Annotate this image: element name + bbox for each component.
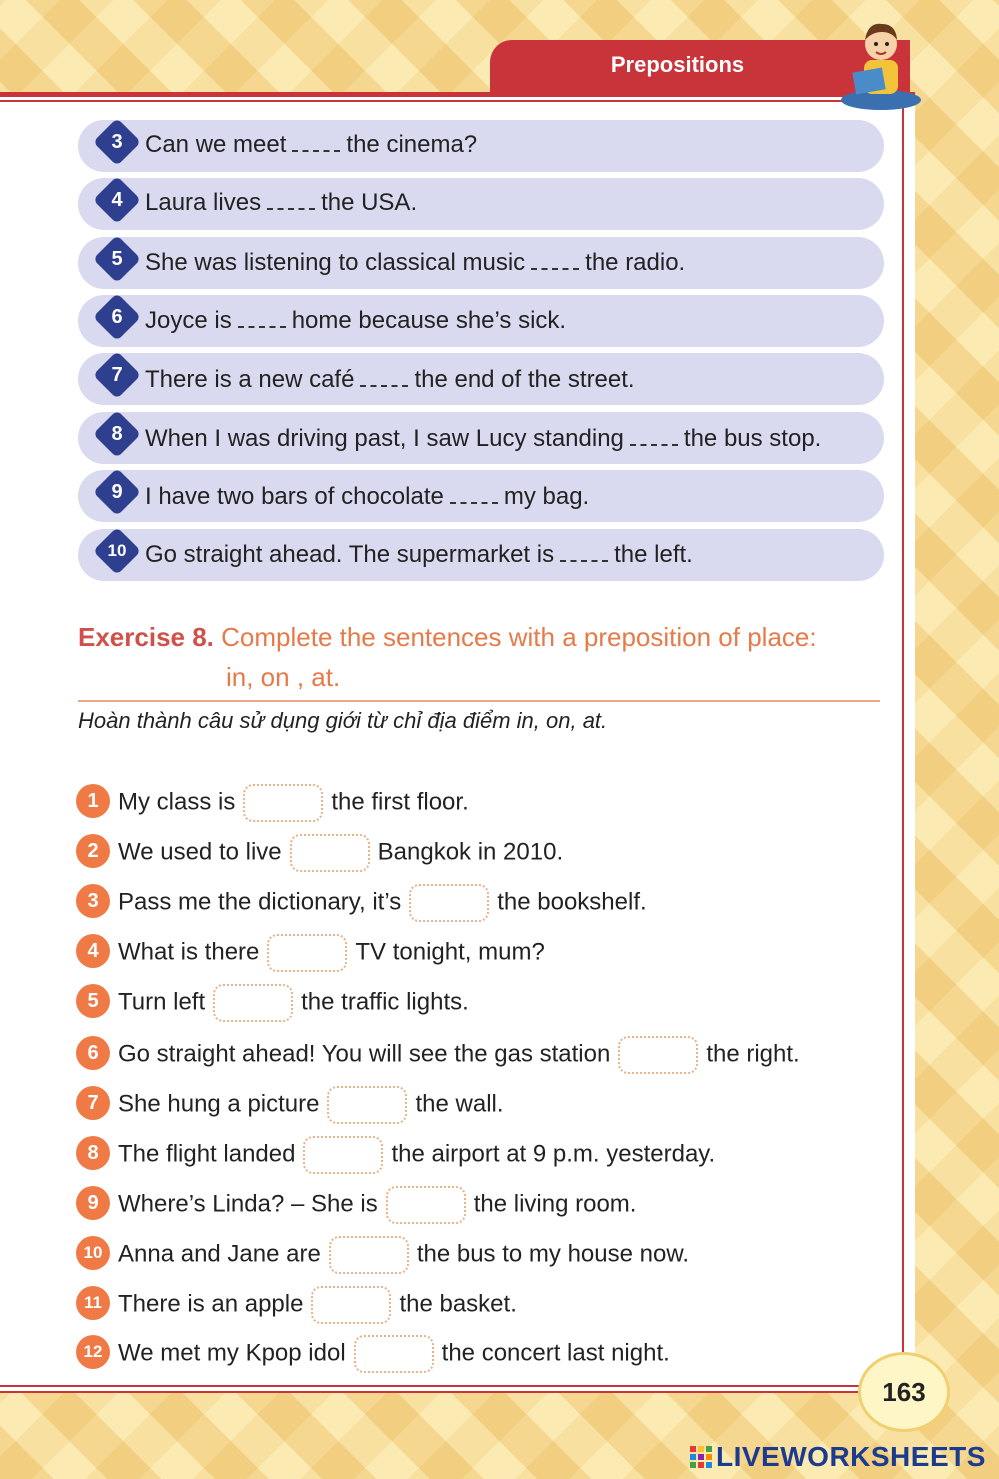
sentence <box>118 1335 670 1373</box>
sentence-start: The flight landed <box>118 1140 296 1168</box>
sentence-start: There is an apple <box>118 1290 304 1318</box>
sentence <box>118 1136 715 1174</box>
sentence-end: the radio. <box>585 249 686 276</box>
sentence-start: Go straight ahead. The supermarket is <box>145 541 555 568</box>
sentence-start: My class is <box>118 788 236 816</box>
sentence <box>118 1086 504 1124</box>
sentence-end: the USA. <box>321 189 418 216</box>
sentence-end: the basket. <box>399 1290 517 1318</box>
frame-bottom-border <box>0 1385 870 1387</box>
blank-line <box>292 136 340 152</box>
sentence-start: Laura lives <box>145 189 262 216</box>
exercise-label: Exercise 8. <box>78 622 214 652</box>
item-number-badge: 12 <box>76 1335 110 1369</box>
sentence-end: the first floor. <box>331 788 469 816</box>
item-number: 7 <box>111 364 123 386</box>
answer-box[interactable] <box>354 1335 434 1373</box>
item-number: 5 <box>111 248 123 270</box>
answer-box[interactable] <box>213 984 293 1022</box>
sentence <box>118 1186 636 1224</box>
answer-box[interactable] <box>290 834 370 872</box>
blank-line <box>560 546 608 562</box>
sentence-end: home because she’s sick. <box>291 307 567 334</box>
item-number-badge: 9 <box>76 1186 110 1220</box>
item-number-badge: 8 <box>76 1136 110 1170</box>
sentence-start: What is there <box>118 938 260 966</box>
blank-line <box>360 371 408 387</box>
sentence <box>118 784 469 822</box>
answer-box[interactable] <box>618 1036 698 1074</box>
exercise-instruction-cont: in, on , at. <box>226 662 341 692</box>
sentence-end: the living room. <box>473 1190 637 1218</box>
sentence <box>145 189 417 217</box>
sentence <box>145 131 477 159</box>
sentence-end: my bag. <box>503 483 590 510</box>
frame-top-border-inner <box>0 100 905 102</box>
sentence-start: I have two bars of chocolate <box>145 483 444 510</box>
sentence-end: the traffic lights. <box>301 988 469 1016</box>
sentence <box>145 366 635 394</box>
item-number: 3 <box>111 131 123 153</box>
answer-box[interactable] <box>267 934 347 972</box>
divider <box>78 700 880 702</box>
item-number-badge: 7 <box>76 1086 110 1120</box>
blank-line <box>531 254 579 270</box>
exercise-subtitle: Hoàn thành câu sử dụng giới từ chỉ địa điểm in, on, at. <box>78 708 608 733</box>
blank-line <box>630 430 678 446</box>
item-number-badge: 10 <box>76 1236 110 1270</box>
sentence <box>145 307 566 335</box>
sentence-end: the cinema? <box>346 131 478 158</box>
sentence-end: the concert last night. <box>441 1339 670 1367</box>
sentence-start: Can we meet <box>145 131 287 158</box>
sentence-start: Pass me the dictionary, it’s <box>118 888 402 916</box>
reading-boy-illustration <box>836 12 926 112</box>
sentence-start: We met my Kpop idol <box>118 1339 346 1367</box>
exercise-heading <box>78 622 817 653</box>
blank-line <box>238 312 286 328</box>
sentence-start: Go straight ahead! You will see the gas station <box>118 1040 611 1068</box>
blank-line <box>267 194 315 210</box>
page-number: 163 <box>882 1377 926 1407</box>
item-number-badge: 1 <box>76 784 110 818</box>
sentence-start: We used to live <box>118 838 282 866</box>
sentence <box>118 934 545 972</box>
answer-box[interactable] <box>329 1236 409 1274</box>
sentence-start: Anna and Jane are <box>118 1240 321 1268</box>
sentence <box>118 1286 517 1324</box>
item-number: 4 <box>111 189 123 211</box>
sentence-end: the left. <box>614 541 693 568</box>
logo-grid-icon <box>690 1446 712 1468</box>
item-number: 6 <box>111 306 123 328</box>
item-number-badge: 6 <box>76 1036 110 1070</box>
answer-box[interactable] <box>243 784 323 822</box>
sentence <box>145 541 693 569</box>
item-number: 10 <box>107 541 127 560</box>
sentence-start: When I was driving past, I saw Lucy standing <box>145 425 624 452</box>
answer-box[interactable] <box>311 1286 391 1324</box>
sentence-start: There is a new café <box>145 366 355 393</box>
sentence-start: Turn left <box>118 988 206 1016</box>
sentence <box>118 984 469 1022</box>
page-title: Prepositions <box>610 52 745 77</box>
item-number-badge: 3 <box>76 884 110 918</box>
answer-box[interactable] <box>409 884 489 922</box>
sentence <box>118 1236 689 1274</box>
blank-line <box>450 488 498 504</box>
item-number-badge: 4 <box>76 934 110 968</box>
sentence <box>145 483 589 511</box>
item-number-badge: 5 <box>76 984 110 1018</box>
item-number-badge: 11 <box>76 1286 110 1320</box>
item-number: 8 <box>111 423 123 445</box>
sentence <box>118 1036 800 1074</box>
sentence-end: the wall. <box>415 1090 504 1118</box>
sentence-start: Joyce is <box>145 307 232 334</box>
sentence-end: the airport at 9 p.m. yesterday. <box>391 1140 716 1168</box>
sentence-end: the end of the street. <box>414 366 635 393</box>
sentence <box>118 834 563 872</box>
frame-right-border <box>902 100 904 1390</box>
sentence-end: TV tonight, mum? <box>355 938 545 966</box>
answer-box[interactable] <box>327 1086 407 1124</box>
logo-text: LIVEWORKSHEETS <box>716 1441 986 1472</box>
frame-bottom-border-inner <box>0 1391 865 1393</box>
item-number: 9 <box>111 481 123 503</box>
liveworksheets-logo <box>690 1440 990 1474</box>
sentence-end: the right. <box>706 1040 800 1068</box>
sentence-end: the bus to my house now. <box>416 1240 689 1268</box>
sentence-end: the bookshelf. <box>497 888 647 916</box>
item-number-badge: 2 <box>76 834 110 868</box>
sentence-start: Where’s Linda? – She is <box>118 1190 378 1218</box>
answer-box[interactable] <box>386 1186 466 1224</box>
sentence <box>145 425 821 453</box>
sentence <box>145 249 685 277</box>
exercise-instruction: Complete the sentences with a preposition of place: <box>221 622 817 652</box>
answer-box[interactable] <box>303 1136 383 1174</box>
sentence-end: the bus stop. <box>683 425 822 452</box>
sentence <box>118 884 647 922</box>
sentence-start: She was listening to classical music <box>145 249 526 276</box>
sentence-start: She hung a picture <box>118 1090 320 1118</box>
sentence-end: Bangkok in 2010. <box>377 838 564 866</box>
